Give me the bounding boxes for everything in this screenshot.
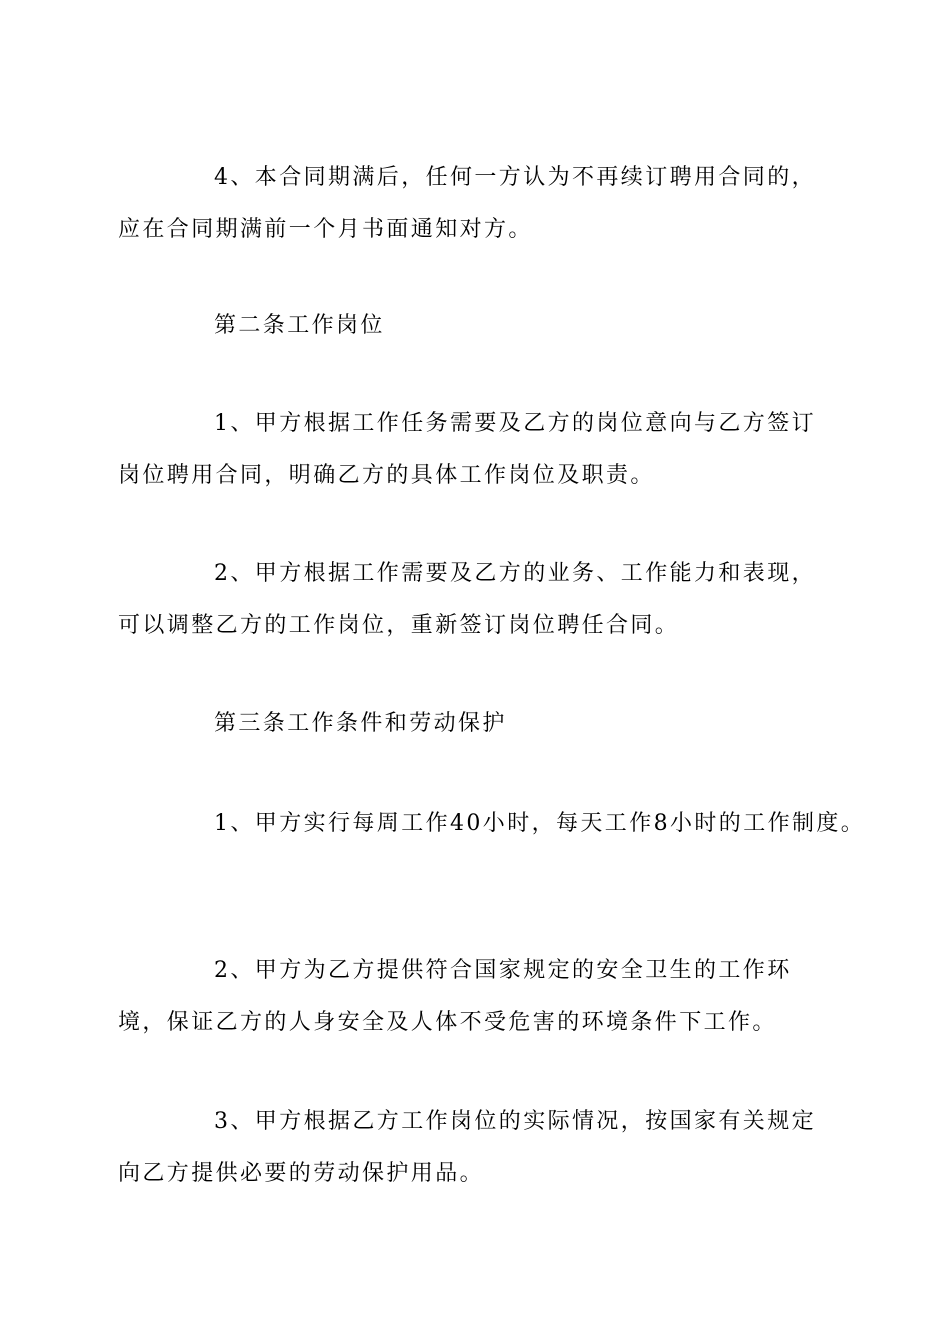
clause-protective-equipment: 3、甲方根据乙方工作岗位的实际情况，按国家有关规定向乙方提供必要的劳动保护用品。 <box>118 1109 816 1186</box>
clause-post-adjustment: 2、甲方根据工作需要及乙方的业务、工作能力和表现，可以调整乙方的工作岗位，重新签订岗位聘任合同。 <box>118 561 816 638</box>
clause-safety-environment: 2、甲方为乙方提供符合国家规定的安全卫生的工作环境，保证乙方的人身安全及人体不受危害的环境条件下工作。 <box>118 958 792 1035</box>
article-2-heading: 第二条工作岗位 <box>214 313 385 338</box>
clause-renewal-notice: 4、本合同期满后，任何一方认为不再续订聘用合同的，应在合同期满前一个月书面通知对方。 <box>118 165 816 242</box>
article-3-heading: 第三条工作条件和劳动保护 <box>214 711 507 736</box>
clause-working-hours: 1、甲方实行每周工作40小时，每天工作8小时的工作制度。 <box>214 811 866 836</box>
clause-post-assignment: 1、甲方根据工作任务需要及乙方的岗位意向与乙方签订岗位聘用合同，明确乙方的具体工作岗位及职责。 <box>118 411 816 488</box>
